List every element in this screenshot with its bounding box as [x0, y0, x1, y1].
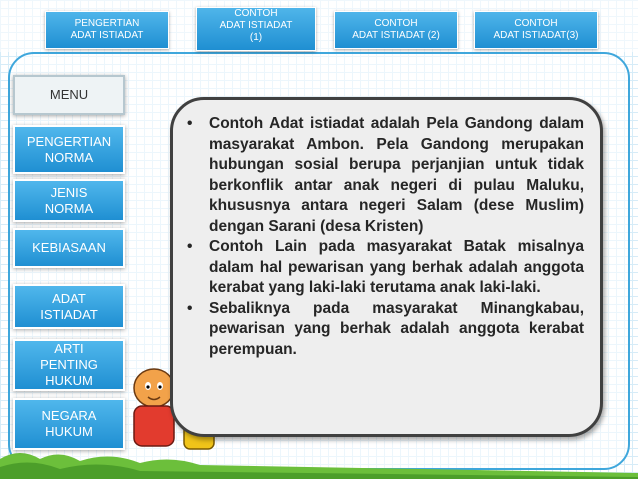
sidebar-item-jenis-norma[interactable]: JENIS NORMA — [13, 179, 125, 222]
tab-contoh-adat-istiadat-2[interactable]: CONTOH ADAT ISTIADAT (2) — [334, 11, 458, 49]
sidebar-item-kebiasaan[interactable]: KEBIASAAN — [13, 228, 125, 268]
sidebar-item-menu[interactable]: MENU — [13, 75, 125, 115]
tab-pengertian-adat-istiadat[interactable]: PENGERTIAN ADAT ISTIADAT — [45, 11, 169, 49]
tab-contoh-adat-istiadat-1[interactable]: CONTOH ADAT ISTIADAT (1) — [196, 7, 316, 51]
sidebar-item-adat-istiadat[interactable]: ADAT ISTIADAT — [13, 284, 125, 329]
grass-decoration — [0, 445, 638, 479]
sidebar-item-arti-penting-hukum[interactable]: ARTI PENTING HUKUM — [13, 339, 125, 391]
bullet-text: Contoh Adat istiadat adalah Pela Gandong dalam masyarakat Ambon. Pela Gandong merupakan hubungan sosial berupa perjanjian untuk tidak berkonflik antar anak negeri di pulau Maluku, khususnya antara negeri Salam (dese Muslim) dengan Sarani (desa Kristen) — [209, 115, 584, 235]
bullet-item — [187, 237, 584, 299]
bullet-text: Sebaliknya pada masyarakat Minangkabau, pewarisan yang berhak adalah anggota kerabat perempuan. — [209, 299, 584, 358]
bullet-dot: • — [187, 115, 193, 132]
bullet-list — [187, 114, 584, 360]
content-panel — [170, 97, 603, 437]
bullet-dot: • — [187, 299, 193, 317]
sidebar-item-pengertian-norma[interactable]: PENGERTIAN NORMA — [13, 125, 125, 174]
bullet-text: Contoh Lain pada masyarakat Batak misalnya dalam hal pewarisan yang berhak adalah anggota kerabat yang laki-laki terutama anak laki-laki. — [209, 238, 584, 296]
sidebar-item-negara-hukum[interactable]: NEGARA HUKUM — [13, 398, 125, 450]
bullet-item — [187, 114, 584, 237]
bullet-dot: • — [187, 238, 193, 255]
bullet-item — [187, 299, 584, 361]
tab-contoh-adat-istiadat-3[interactable]: CONTOH ADAT ISTIADAT(3) — [474, 11, 598, 49]
